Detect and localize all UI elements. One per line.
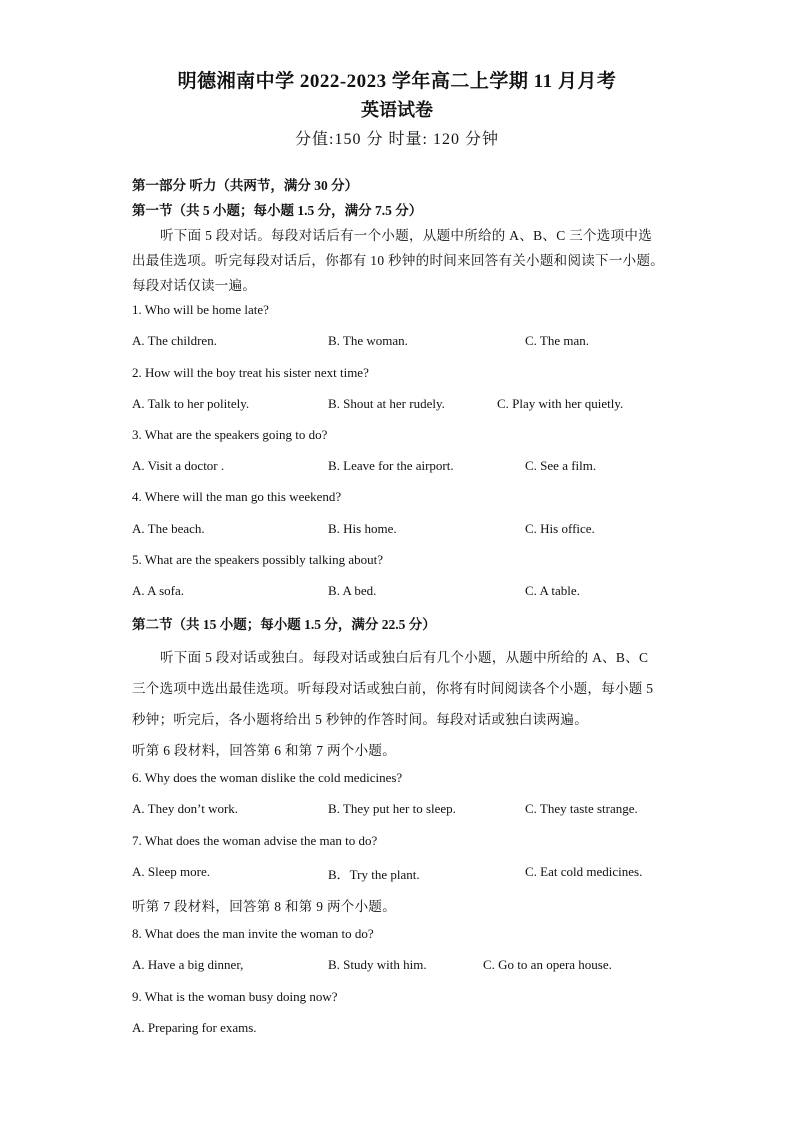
q5-option-b: B. A bed. (328, 583, 377, 598)
q1-option-c: C. The man. (525, 333, 590, 348)
q4-option-c: C. His office. (525, 521, 595, 536)
question-9: 9. What is the woman busy doing now? (132, 989, 338, 1004)
section2-instruction-line: 秒钟；听完后，各小题将给出 5 秒钟的作答时间。每段对话或独白读两遍。 (132, 712, 588, 727)
question-7: 7. What does the woman advise the man to do? (132, 833, 378, 848)
q7-option-a: A. Sleep more. (132, 864, 210, 879)
q4-option-a: A. The beach. (132, 521, 205, 536)
q8-option-c: C. Go to an opera house. (483, 957, 612, 972)
section1-heading: 第一节（共 5 小题；每小题 1.5 分，满分 7.5 分） (132, 203, 423, 218)
exam-title: 明德湘南中学 2022-2023 学年高二上学期 11 月月考 (177, 71, 617, 92)
q7-option-b: B．Try the plant. (328, 867, 420, 882)
q3-option-a: A. Visit a doctor . (132, 458, 225, 473)
q2-option-b: B. Shout at her rudely. (328, 396, 445, 411)
question-1: 1. Who will be home late? (132, 302, 269, 317)
section2-instruction-line: 三个选项中选出最佳选项。听每段对话或独白前，你将有时间阅读各个小题，每小题 5 (132, 681, 654, 696)
question-2: 2. How will the boy treat his sister next time? (132, 365, 369, 380)
q3-option-b: B. Leave for the airport. (328, 458, 454, 473)
q7-option-c: C. Eat cold medicines. (525, 864, 643, 879)
exam-meta: 分值:150 分 时量: 120 分钟 (295, 131, 499, 148)
section2-instruction-line: 听下面 5 段对话或独白。每段对话或独白后有几个小题，从题中所给的 A、B、C (160, 650, 649, 665)
question-4: 4. Where will the man go this weekend? (132, 489, 342, 504)
q6-option-a: A. They don’t work. (132, 801, 239, 816)
exam-subtitle: 英语试卷 (361, 100, 433, 120)
question-8: 8. What does the man invite the woman to do? (132, 926, 374, 941)
q2-option-a: A. Talk to her politely. (132, 396, 250, 411)
q8-option-b: B. Study with him. (328, 957, 427, 972)
q6-option-b: B. They put her to sleep. (328, 801, 456, 816)
section1-instruction-line: 每段对话仅读一遍。 (132, 278, 257, 293)
question-5: 5. What are the speakers possibly talking about? (132, 552, 384, 567)
q1-option-b: B. The woman. (328, 333, 408, 348)
section2-heading: 第二节（共 15 小题；每小题 1.5 分，满分 22.5 分） (132, 617, 436, 632)
material-6-label: 听第 6 段材料，回答第 6 和第 7 两个小题。 (132, 743, 396, 758)
material-7-label: 听第 7 段材料，回答第 8 和第 9 两个小题。 (132, 899, 396, 914)
q3-option-c: C. See a film. (525, 458, 597, 473)
q4-option-b: B. His home. (328, 521, 397, 536)
q2-option-c: C. Play with her quietly. (497, 396, 624, 411)
question-3: 3. What are the speakers going to do? (132, 427, 328, 442)
q5-option-c: C. A table. (525, 583, 580, 598)
section1-instruction-line: 听下面 5 段对话。每段对话后有一个小题，从题中所给的 A、B、C 三个选项中选 (160, 228, 653, 243)
part1-heading: 第一部分 听力（共两节，满分 30 分） (132, 178, 359, 193)
q8-option-a: A. Have a big dinner, (132, 957, 244, 972)
q1-option-a: A. The children. (132, 333, 217, 348)
q6-option-c: C. They taste strange. (525, 801, 638, 816)
section1-instruction-line: 出最佳选项。听完每段对话后，你都有 10 秒钟的时间来回答有关小题和阅读下一小题。 (132, 253, 665, 268)
q9-option-a: A. Preparing for exams. (132, 1020, 257, 1035)
q5-option-a: A. A sofa. (132, 583, 184, 598)
question-6: 6. Why does the woman dislike the cold medicines? (132, 770, 403, 785)
